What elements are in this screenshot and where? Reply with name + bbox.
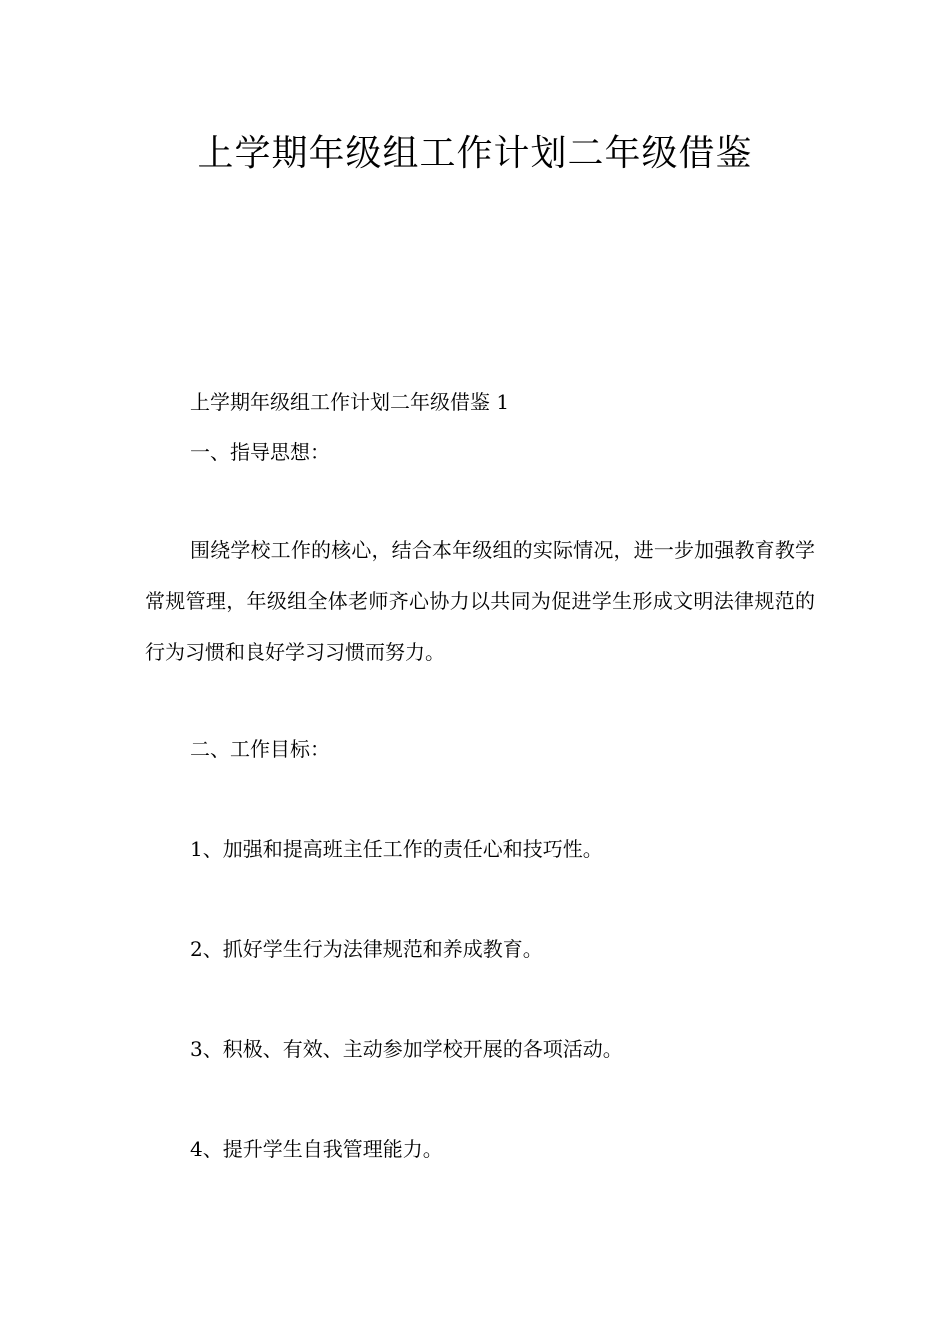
goal-item: 1、加强和提高班主任工作的责任心和技巧性。 [190,837,603,861]
section-heading-work-goals: 二、工作目标： [190,737,330,761]
goal-item: 2、抓好学生行为法律规范和养成教育。 [190,937,543,961]
document-subtitle: 上学期年级组工作计划二年级借鉴 1 [190,390,510,414]
goal-item: 3、积极、有效、主动参加学校开展的各项活动。 [190,1037,623,1061]
goal-item: 4、提升学生自我管理能力。 [190,1137,443,1161]
document-title: 上学期年级组工作计划二年级借鉴 [197,133,753,174]
section-heading-guiding-ideology: 一、指导思想： [190,440,330,464]
section-body-guiding-ideology: 围绕学校工作的核心，结合本年级组的实际情况，进一步加强教育教学常规管理，年级组全体老师齐心协力以共同为促进学生形成文明法律规范的行为习惯和良好学习习惯而努力。 [145,538,815,664]
